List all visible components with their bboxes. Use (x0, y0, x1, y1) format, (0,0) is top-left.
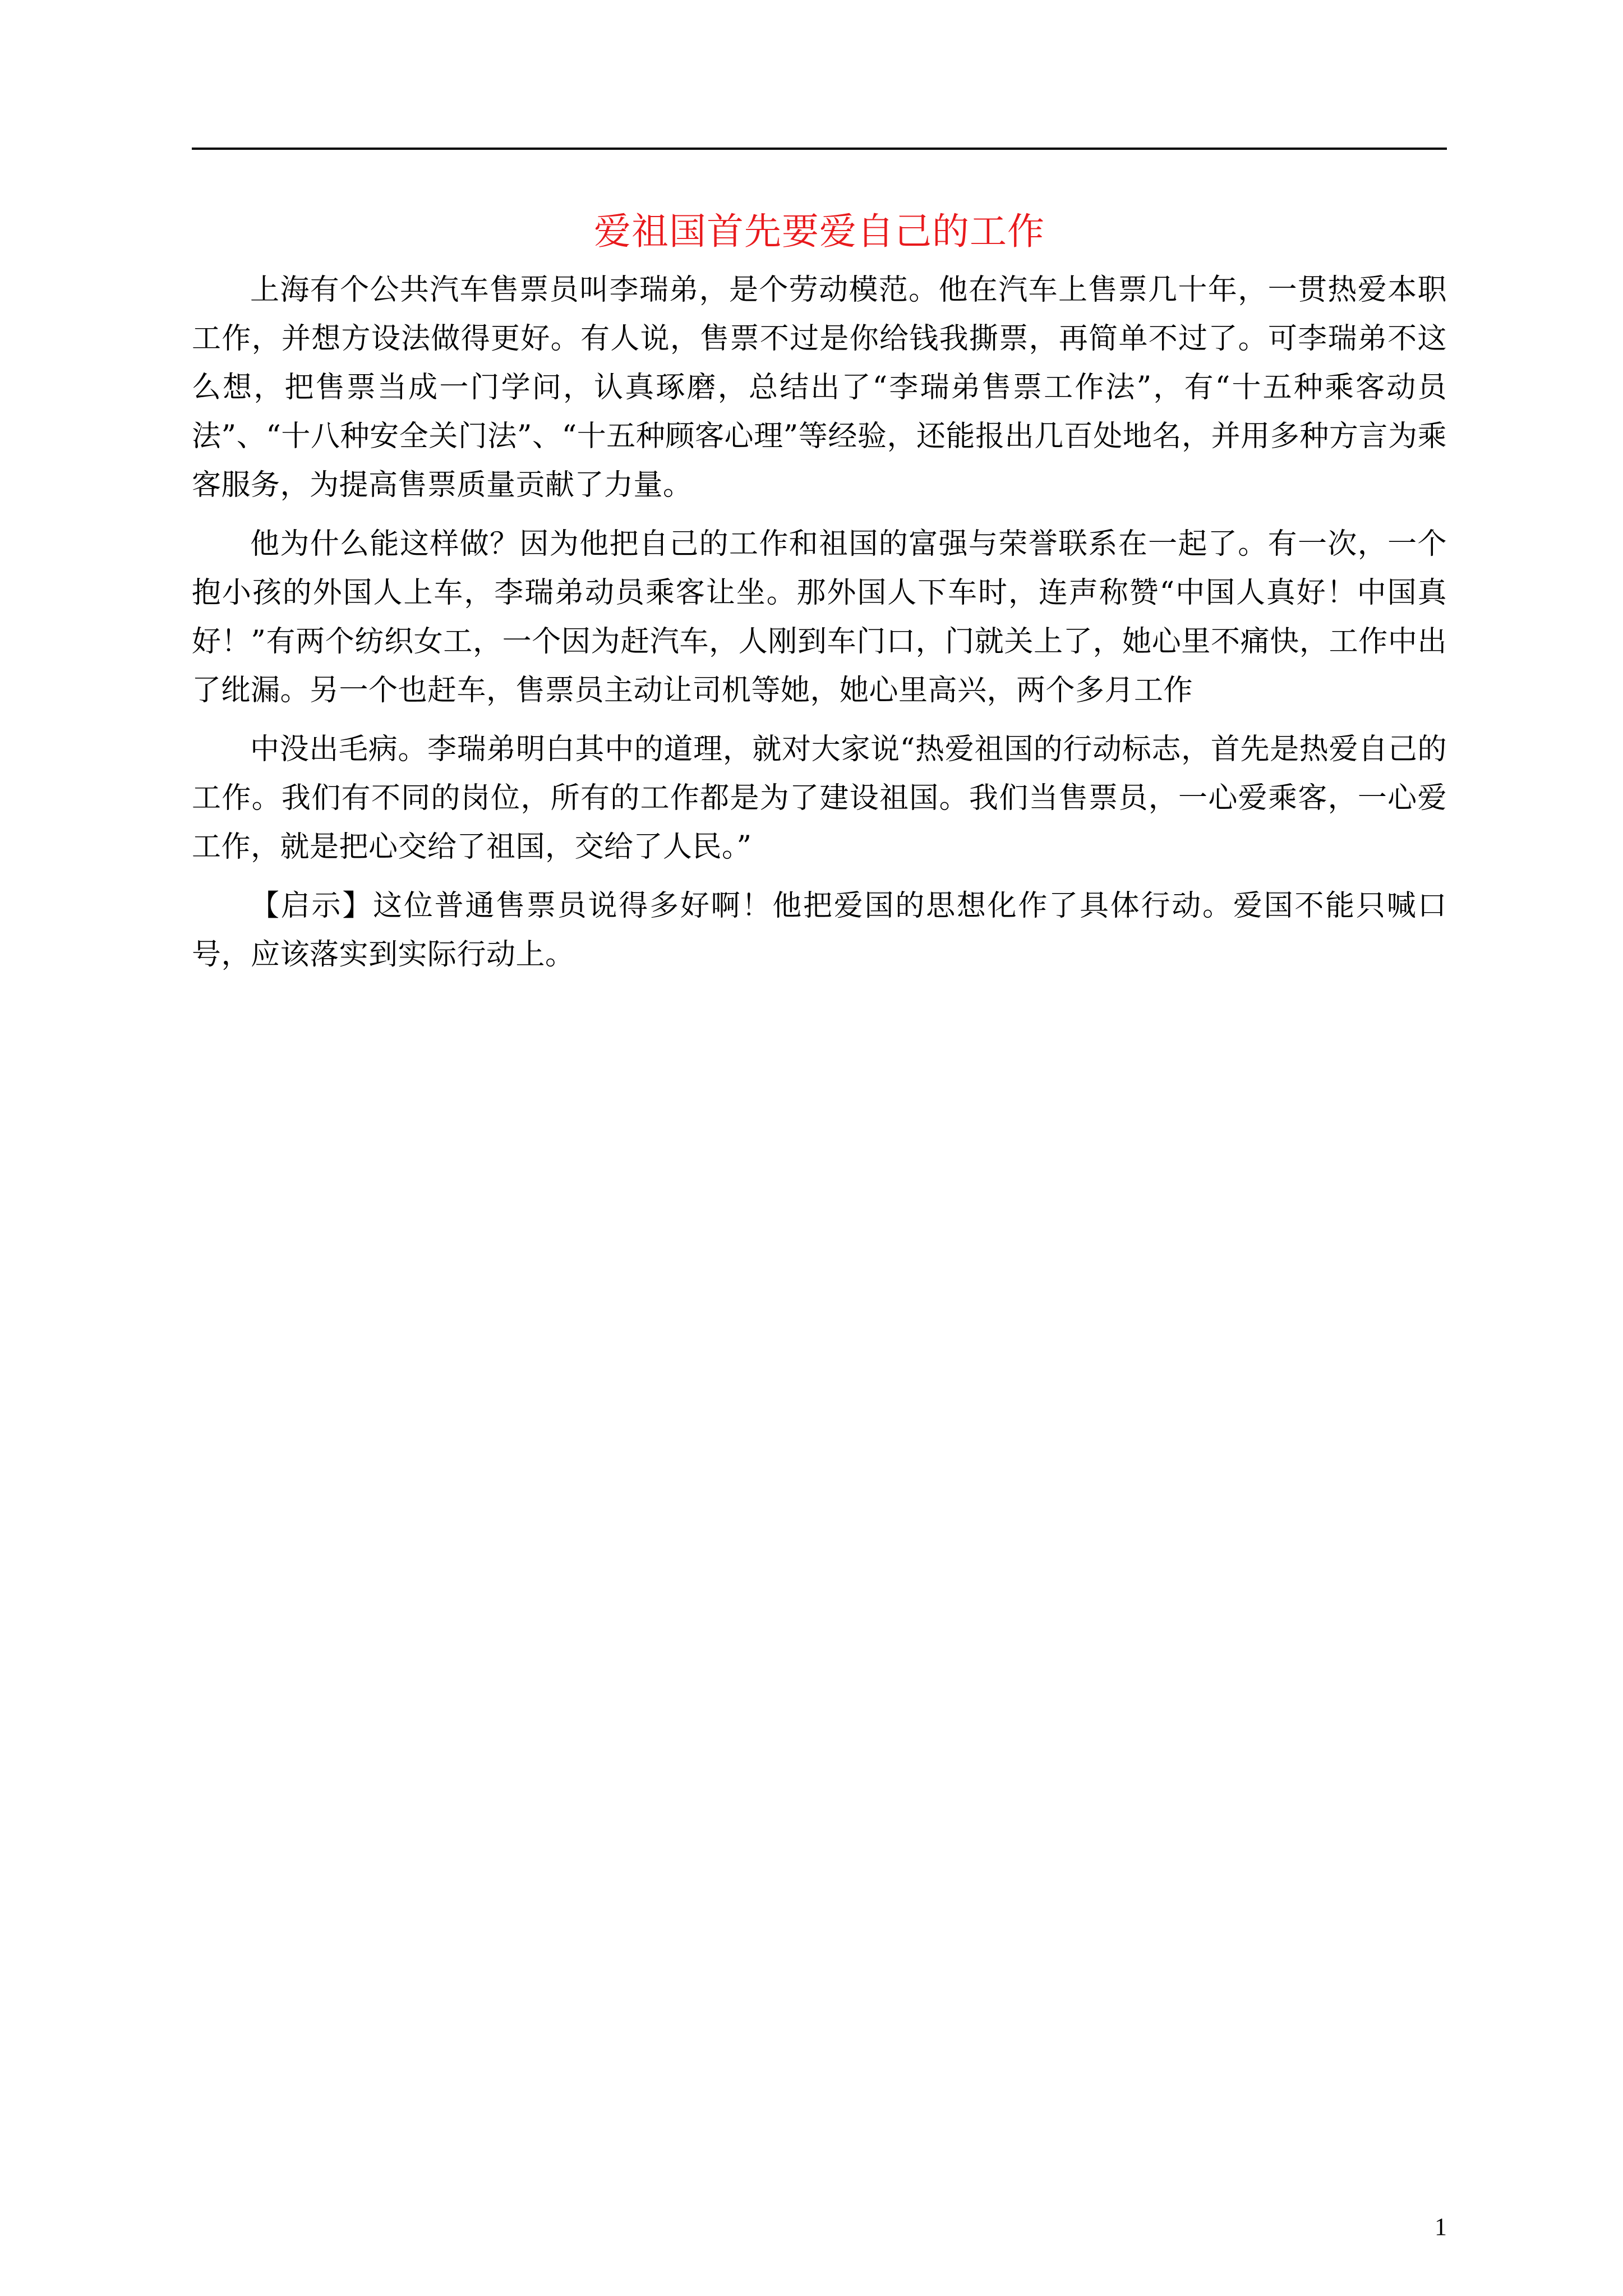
paragraph-3: 中没出毛病。李瑞弟明白其中的道理，就对大家说“热爱祖国的行动标志，首先是热爱自己的工作。我们有不同的岗位，所有的工作都是为了建设祖国。我们当售票员，一心爱乘客，一心爱工作，就是把心交给了祖国，交给了人民。” (192, 733, 1447, 864)
document-title: 爱祖国首先要爱自己的工作 (594, 210, 1045, 253)
paragraph-1: 上海有个公共汽车售票员叫李瑞弟，是个劳动模范。他在汽车上售票几十年，一贯热爱本职工作，并想方设法做得更好。有人说，售票不过是你给钱我撕票，再简单不过了。可李瑞弟不这么想，把售票当成一门学问，认真琢磨，总结出了“李瑞弟售票工作法”，有“十五种乘客动员法”、“十八种安全关门法”、“十五种顾客心理”等经验，还能报出几百处地名，并用多种方言为乘客服务，为提高售票质量贡献了力量。 (192, 273, 1447, 502)
paragraph-4-moral: 【启示】这位普通售票员说得多好啊！他把爱国的思想化作了具体行动。爱国不能只喊口号，应该落实到实际行动上。 (192, 889, 1447, 972)
paragraph-2: 他为什么能这样做？因为他把自己的工作和祖国的富强与荣誉联系在一起了。有一次，一个抱小孩的外国人上车，李瑞弟动员乘客让坐。那外国人下车时，连声称赞“中国人真好！中国真好！”有两个纺织女工，一个因为赶汽车，人刚到车门口，门就关上了，她心里不痛快，工作中出了纰漏。另一个也赶车，售票员主动让司机等她，她心里高兴，两个多月工作 (192, 527, 1447, 707)
header-rule (192, 148, 1447, 150)
document-body (192, 266, 1447, 990)
page-number: 1 (1435, 2213, 1447, 2240)
